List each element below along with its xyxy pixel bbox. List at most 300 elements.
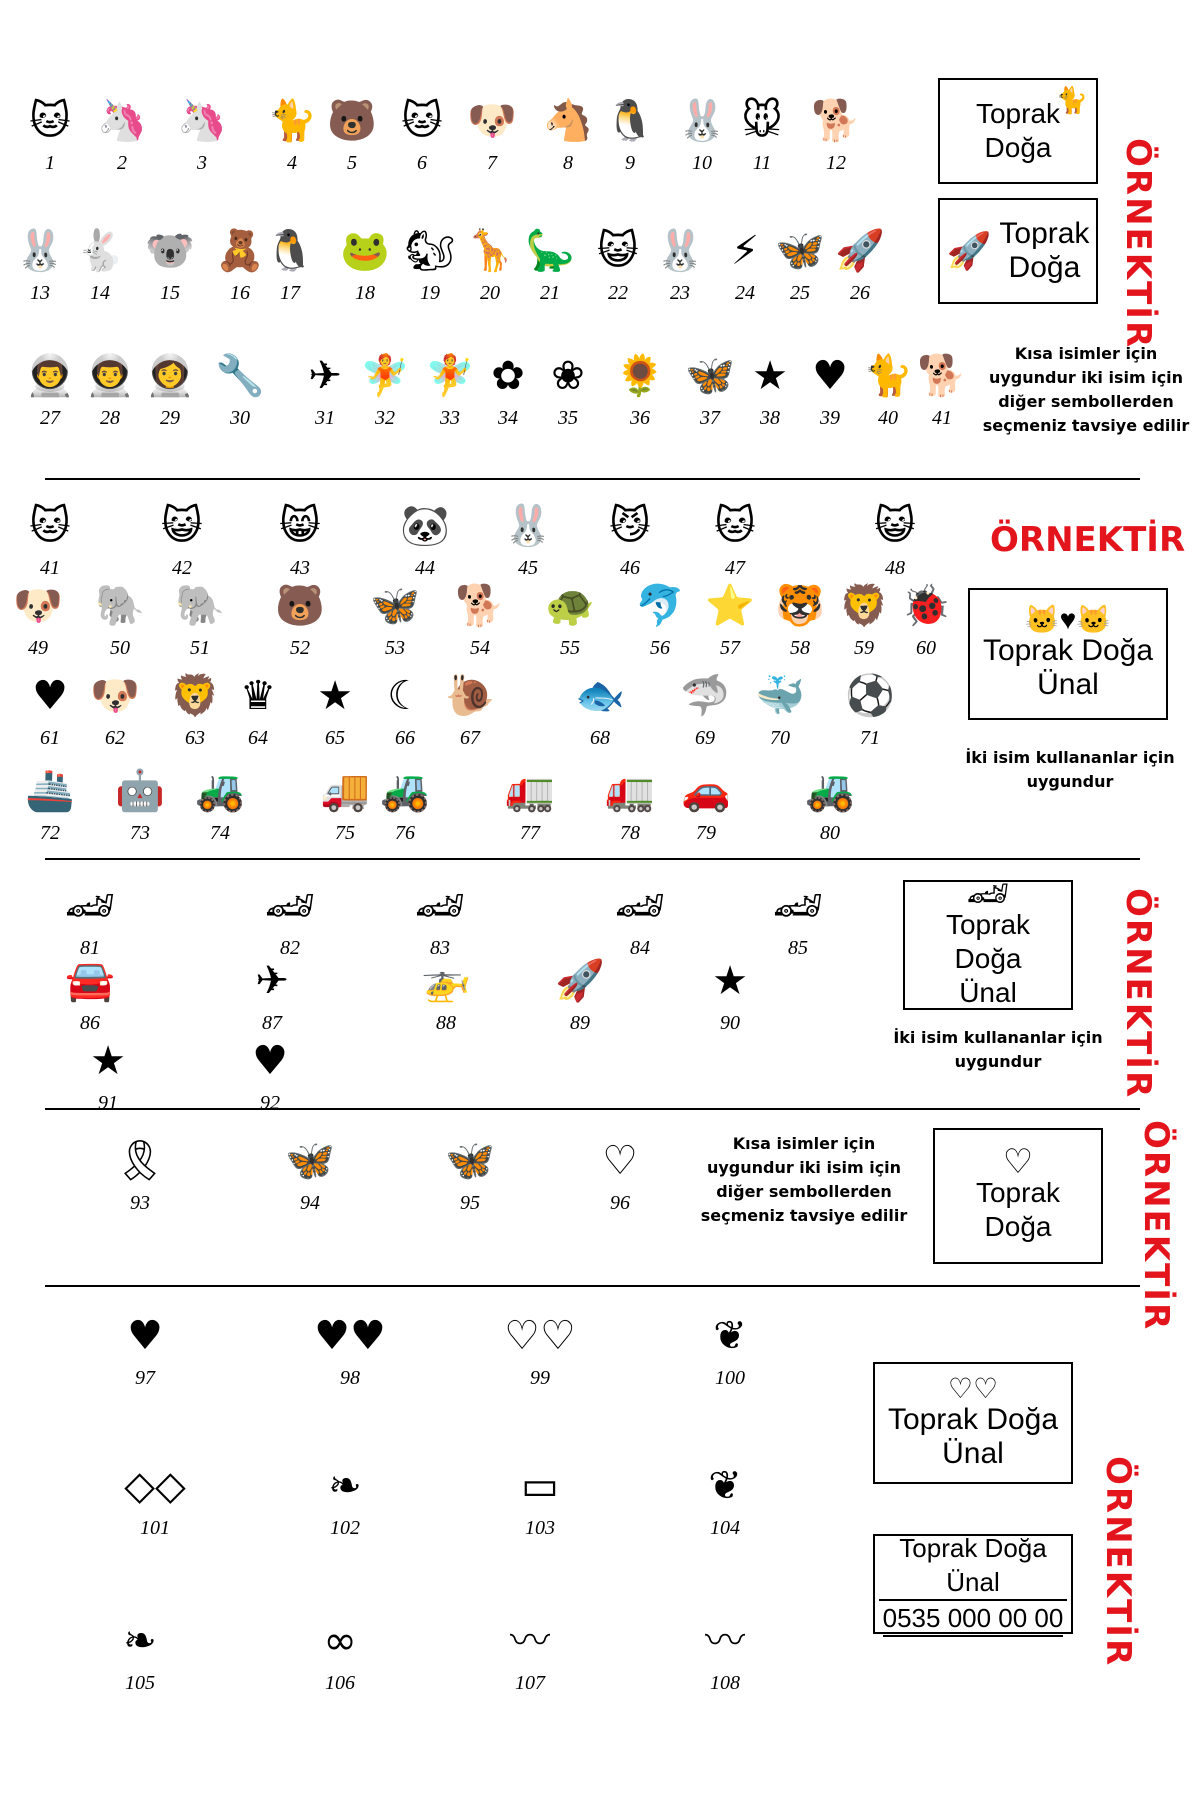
bunny-icon: 🐇 xyxy=(75,228,125,274)
unicorn-sitting-icon: 🦄 xyxy=(177,98,227,144)
symbol-number: 15 xyxy=(160,282,180,304)
symbol-number: 73 xyxy=(130,822,150,844)
symbol-number: 105 xyxy=(125,1672,155,1694)
symbol-item[interactable] xyxy=(650,220,710,304)
note-line: uygundur iki isim için xyxy=(988,368,1184,387)
symbol-item[interactable] xyxy=(896,575,956,659)
symbol-item[interactable] xyxy=(90,575,150,659)
symbol-item[interactable] xyxy=(610,345,670,429)
backhoe-icon: 🚜 xyxy=(805,768,855,814)
symbol-number: 91 xyxy=(98,1092,118,1114)
symbol-item[interactable] xyxy=(262,90,322,174)
symbol-item[interactable] xyxy=(480,1305,600,1389)
symbol-number: 96 xyxy=(610,1192,630,1214)
symbol-number: 58 xyxy=(790,637,810,659)
leaf-heart-icon: ♡ xyxy=(1002,1143,1034,1181)
soccer-ball-icon: ⚽ xyxy=(845,673,895,719)
symbol-item[interactable] xyxy=(20,665,80,749)
symbol-item[interactable] xyxy=(172,90,232,174)
section-divider xyxy=(45,1108,1140,1110)
symbol-item[interactable] xyxy=(665,1455,785,1539)
symbol-number: 97 xyxy=(135,1367,155,1389)
symbol-number: 55 xyxy=(560,637,580,659)
symbol-item[interactable] xyxy=(588,220,648,304)
symbol-number: 95 xyxy=(460,1192,480,1214)
symbol-number: 66 xyxy=(395,727,415,749)
symbol-item[interactable] xyxy=(670,950,790,1034)
cat-outline-icon: 🐈 xyxy=(863,353,913,399)
symbol-item[interactable] xyxy=(770,575,830,659)
lion-face-icon: 🦁 xyxy=(839,583,889,629)
symbol-item[interactable] xyxy=(675,665,735,749)
note-line: uygundur xyxy=(954,1052,1042,1071)
symbol-item[interactable] xyxy=(468,495,588,579)
symbol-item[interactable] xyxy=(680,345,740,429)
symbol-item[interactable] xyxy=(295,345,355,429)
ornektir-label: ÖRNEKTİR xyxy=(1136,1120,1176,1332)
corner-ornament-icon: ❧ xyxy=(123,1618,157,1664)
symbol-item[interactable] xyxy=(365,495,485,579)
symbol-number: 44 xyxy=(415,557,435,579)
symbol-item[interactable] xyxy=(240,495,360,579)
swirl-divider-icon: 〰 xyxy=(510,1618,550,1664)
symbol-item[interactable] xyxy=(20,345,80,429)
symbol-item[interactable] xyxy=(80,1610,200,1694)
symbol-number: 23 xyxy=(670,282,690,304)
symbol-number: 57 xyxy=(720,637,740,659)
rabbit-icon: 🐰 xyxy=(677,98,727,144)
sample-line1: Toprak Doğa xyxy=(887,1403,1059,1436)
symbol-item[interactable] xyxy=(20,495,80,579)
symbol-item[interactable] xyxy=(170,575,230,659)
ornektir-label: ÖRNEKTİR xyxy=(1118,888,1158,1100)
bunnies-icon: 🐰 xyxy=(503,503,553,549)
symbol-item[interactable] xyxy=(270,575,330,659)
symbol-number: 67 xyxy=(460,727,480,749)
heart-swirl-icon: ♥ xyxy=(252,1038,288,1084)
symbol-number: 89 xyxy=(570,1012,590,1034)
rocket-icon: 🚀 xyxy=(835,228,885,274)
symbol-item[interactable] xyxy=(670,1305,790,1389)
symbol-item[interactable] xyxy=(830,220,890,304)
symbol-item[interactable] xyxy=(30,950,150,1034)
symbol-item[interactable] xyxy=(80,345,140,429)
knot-divider-icon: ∞ xyxy=(323,1618,357,1664)
symbol-number: 37 xyxy=(700,407,720,429)
symbol-item[interactable] xyxy=(228,665,288,749)
symbol-number: 87 xyxy=(262,1012,282,1034)
symbol-item[interactable] xyxy=(672,90,732,174)
symbol-item[interactable] xyxy=(322,90,382,174)
symbol-number: 12 xyxy=(826,152,846,174)
symbol-number: 54 xyxy=(470,637,490,659)
symbol-number: 41 xyxy=(40,557,60,579)
astronaut-helmet-icon: 👩‍🚀 xyxy=(145,353,195,399)
note-two-names xyxy=(948,746,1192,794)
cats-heart-icon: 🐱 xyxy=(29,503,71,549)
note-line: İki isim kullananlar için xyxy=(893,1028,1103,1047)
unicorn-icon: 🦄 xyxy=(97,98,147,144)
fairy-dancing-icon: 🧚 xyxy=(425,353,475,399)
symbol-number: 13 xyxy=(30,282,50,304)
symbol-item[interactable] xyxy=(538,345,598,429)
star-cute-icon: ★ xyxy=(317,673,353,719)
sports-car-outline-icon: 🏎 xyxy=(64,883,116,929)
symbol-item[interactable] xyxy=(800,345,860,429)
symbol-item[interactable] xyxy=(715,220,775,304)
symbol-item[interactable] xyxy=(580,875,700,959)
symbol-number: 65 xyxy=(325,727,345,749)
symbol-number: 39 xyxy=(820,407,840,429)
shooting-star-icon: ★ xyxy=(752,353,788,399)
panda-icon: 🐼 xyxy=(400,503,450,549)
symbol-item[interactable] xyxy=(570,760,690,844)
dump-truck-icon: 🚛 xyxy=(605,768,655,814)
symbol-item[interactable] xyxy=(210,1030,330,1114)
symbol-item[interactable] xyxy=(165,665,225,749)
symbol-number: 19 xyxy=(420,282,440,304)
symbol-number: 72 xyxy=(40,822,60,844)
elephant-ears-icon: 🐘 xyxy=(175,583,225,629)
peeking-cat-icon: 😺 xyxy=(161,503,203,549)
symbol-number: 69 xyxy=(695,727,715,749)
sample-line1: Toprak Doğa xyxy=(945,909,1031,974)
sample-line1: Toprak Doğa Ünal xyxy=(879,1531,1067,1601)
symbol-item[interactable] xyxy=(380,875,500,959)
penguin-icon: 🐧 xyxy=(605,98,655,144)
ornektir-label: ÖRNEKTİR xyxy=(990,520,1186,560)
tractor-icon: 🚜 xyxy=(380,768,430,814)
symbol-item[interactable] xyxy=(375,760,435,844)
whale-icon: 🐳 xyxy=(755,673,805,719)
bear-icon: 🐻 xyxy=(327,98,377,144)
symbol-item[interactable] xyxy=(410,1130,530,1214)
symbol-item[interactable] xyxy=(700,575,760,659)
daisy-icon: ❀ xyxy=(551,353,585,399)
symbol-number: 7 xyxy=(487,152,497,174)
symbol-number: 33 xyxy=(440,407,460,429)
symbol-number: 61 xyxy=(40,727,60,749)
symbol-item[interactable] xyxy=(750,665,810,749)
symbol-item[interactable] xyxy=(365,575,425,659)
symbol-number: 10 xyxy=(692,152,712,174)
symbol-number: 106 xyxy=(325,1672,355,1694)
note-line: diğer sembollerden xyxy=(998,392,1174,411)
flame-car-icon: 🏎 xyxy=(414,883,466,929)
symbol-item[interactable] xyxy=(462,90,522,174)
arrow-flourish-icon: ❦ xyxy=(713,1313,747,1359)
symbol-item[interactable] xyxy=(440,665,500,749)
symbol-number: 45 xyxy=(518,557,538,579)
flower-icon: ✿ xyxy=(491,353,525,399)
symbol-number: 32 xyxy=(375,407,395,429)
symbol-item[interactable] xyxy=(630,575,690,659)
symbol-item[interactable] xyxy=(676,760,736,844)
mixer-truck-icon: 🚛 xyxy=(505,768,555,814)
banner-icon: 🎗 xyxy=(114,1138,166,1184)
coupe-icon: 🚘 xyxy=(65,958,115,1004)
bunny-face-icon: 🐰 xyxy=(15,228,65,274)
symbol-number: 16 xyxy=(230,282,250,304)
heart-divider-icon: ♥ xyxy=(127,1313,163,1359)
symbol-item[interactable] xyxy=(280,1610,400,1694)
symbol-number: 75 xyxy=(335,822,355,844)
symbol-number: 20 xyxy=(480,282,500,304)
symbol-item[interactable] xyxy=(740,345,800,429)
symbol-item[interactable] xyxy=(480,1455,600,1539)
lion-icon: 🦁 xyxy=(170,673,220,719)
sample-line2: 0535 000 00 00 xyxy=(883,1601,1064,1637)
symbol-number: 56 xyxy=(650,637,670,659)
star-face-icon: ⭐ xyxy=(705,583,755,629)
symbol-item[interactable] xyxy=(152,495,212,579)
symbol-item[interactable] xyxy=(190,760,250,844)
fishes-icon: 🐟 xyxy=(575,673,625,719)
symbol-item[interactable] xyxy=(540,665,660,749)
symbol-item[interactable] xyxy=(335,220,395,304)
teddy-bear-icon: 🧸 xyxy=(215,228,265,274)
snail-icon: 🐌 xyxy=(445,673,495,719)
dinosaur-icon: 🦕 xyxy=(525,228,575,274)
dog-outline-icon: 🐕 xyxy=(917,353,967,399)
symbol-item[interactable] xyxy=(212,950,332,1034)
symbol-item[interactable] xyxy=(85,1305,205,1389)
symbol-item[interactable] xyxy=(95,1455,215,1539)
symbol-number: 24 xyxy=(735,282,755,304)
symbol-number: 107 xyxy=(515,1672,545,1694)
symbol-number: 8 xyxy=(563,152,573,174)
symbol-item[interactable] xyxy=(705,495,765,579)
symbol-number: 99 xyxy=(530,1367,550,1389)
symbol-item[interactable] xyxy=(600,90,660,174)
symbol-number: 26 xyxy=(850,282,870,304)
truck-icon: 🚚 xyxy=(320,768,370,814)
symbol-item[interactable] xyxy=(80,1130,200,1214)
butterflies-icon: 🦋 xyxy=(685,353,735,399)
symbol-number: 52 xyxy=(290,637,310,659)
symbol-item[interactable] xyxy=(540,575,600,659)
sample-line2: Ünal xyxy=(959,977,1017,1008)
symbol-item[interactable] xyxy=(355,345,415,429)
symbol-item[interactable] xyxy=(260,220,320,304)
puppy-icon: 🐶 xyxy=(467,98,517,144)
symbol-item[interactable] xyxy=(48,1030,168,1114)
butterfly-icon: 🦋 xyxy=(775,228,825,274)
crown-icon: ♛ xyxy=(240,673,276,719)
symbol-number: 53 xyxy=(385,637,405,659)
symbol-number: 103 xyxy=(525,1517,555,1539)
symbol-item[interactable] xyxy=(738,875,858,959)
symbol-item[interactable] xyxy=(834,575,894,659)
mouse-icon: 🐭 xyxy=(741,98,783,144)
dog-icon: 🐕 xyxy=(811,98,861,144)
section-divider xyxy=(45,858,1140,860)
loader-icon: 🚜 xyxy=(195,768,245,814)
sample-line2: Ünal xyxy=(942,1437,1004,1470)
sample-car-name xyxy=(903,875,1073,1010)
symbol-number: 11 xyxy=(752,152,772,174)
symbol-item[interactable] xyxy=(806,90,866,174)
symbol-number: 38 xyxy=(760,407,780,429)
bunny-face-round-icon: 🐰 xyxy=(655,228,705,274)
car-icon: 🚗 xyxy=(681,768,731,814)
symbol-number: 40 xyxy=(878,407,898,429)
symbol-number: 81 xyxy=(80,937,100,959)
symbol-number: 46 xyxy=(620,557,640,579)
cat-faces-icon: 😺 xyxy=(874,503,916,549)
dolphin-icon: 🐬 xyxy=(635,583,685,629)
symbol-item[interactable] xyxy=(450,575,510,659)
symbol-item[interactable] xyxy=(520,950,640,1034)
diamond-divider-icon: ◇◇ xyxy=(124,1463,186,1509)
sports-car-icon: 🏎 xyxy=(966,875,1010,913)
symbol-item[interactable] xyxy=(85,665,145,749)
note-line: Kısa isimler için xyxy=(732,1134,876,1153)
symbol-number: 14 xyxy=(90,282,110,304)
symbol-item[interactable] xyxy=(285,1455,405,1539)
butterfly-small-icon: 🦋 xyxy=(370,583,420,629)
symbol-number: 83 xyxy=(430,937,450,959)
rocket-side-icon: 🚀 xyxy=(555,958,605,1004)
formula-car-icon: 🏎 xyxy=(772,883,824,929)
ornektir-label: ÖRNEKTİR xyxy=(1118,138,1158,350)
symbol-item[interactable] xyxy=(665,1610,785,1694)
symbol-item[interactable] xyxy=(110,760,170,844)
symbol-number: 85 xyxy=(788,937,808,959)
symbol-item[interactable] xyxy=(140,220,200,304)
note-two-names xyxy=(888,1026,1108,1074)
ornate-frame-icon: ▭ xyxy=(521,1463,559,1509)
symbol-number: 41 xyxy=(932,407,952,429)
symbol-number: 4 xyxy=(287,152,297,174)
double-heart-divider-icon: ♡♡ xyxy=(504,1313,576,1359)
symbol-number: 74 xyxy=(210,822,230,844)
two-cats-heart-icon: 🐱♥🐱 xyxy=(1024,604,1112,635)
section-divider xyxy=(45,1285,1140,1287)
symbol-item[interactable] xyxy=(20,760,80,844)
flourish-divider-icon: ❦ xyxy=(708,1463,742,1509)
symbol-item[interactable] xyxy=(400,220,460,304)
giraffe-icon: 🦒 xyxy=(465,228,515,274)
symbol-item[interactable] xyxy=(460,220,520,304)
symbol-number: 108 xyxy=(710,1672,740,1694)
symbol-item[interactable] xyxy=(912,345,972,429)
symbol-item[interactable] xyxy=(392,90,452,174)
symbol-number: 82 xyxy=(280,937,300,959)
symbol-item[interactable] xyxy=(230,875,350,959)
symbol-number: 76 xyxy=(395,822,415,844)
symbol-item[interactable] xyxy=(70,220,130,304)
cat-sitting-icon: 🐈 xyxy=(267,98,317,144)
cat-round-icon: 🐱 xyxy=(401,98,443,144)
butterfly-wings-icon: 🦋 xyxy=(285,1138,335,1184)
symbol-number: 84 xyxy=(630,937,650,959)
sample-cat-name xyxy=(938,78,1098,184)
symbol-item[interactable] xyxy=(30,875,150,959)
moon-stars-icon: ☾ xyxy=(387,673,423,719)
cat-face-icon: 😺 xyxy=(597,228,639,274)
symbol-number: 2 xyxy=(117,152,127,174)
note-short-names xyxy=(688,1132,920,1228)
peeking-cat-wide-icon: 😸 xyxy=(279,503,321,549)
symbol-number: 22 xyxy=(608,282,628,304)
dog-standing-icon: 🐕 xyxy=(455,583,505,629)
symbol-item[interactable] xyxy=(835,495,955,579)
butterfly-wings-alt-icon: 🦋 xyxy=(445,1138,495,1184)
symbol-item[interactable] xyxy=(520,220,580,304)
fairy-icon: 🧚 xyxy=(360,353,410,399)
heart-face-icon: ♥ xyxy=(32,673,68,719)
symbol-number: 93 xyxy=(130,1192,150,1214)
symbol-item[interactable] xyxy=(560,1130,680,1214)
star-trail-icon: ★ xyxy=(712,958,748,1004)
symbol-item[interactable] xyxy=(305,665,365,749)
symbol-number: 63 xyxy=(185,727,205,749)
symbol-number: 31 xyxy=(315,407,335,429)
cat-striped-icon: 🐯 xyxy=(775,583,825,629)
symbol-item[interactable] xyxy=(375,665,435,749)
symbol-item[interactable] xyxy=(140,345,200,429)
symbol-item[interactable] xyxy=(858,345,918,429)
rocket-icon: 🚀 xyxy=(946,230,992,271)
symbol-item[interactable] xyxy=(840,665,900,749)
cat-outline-icon: 🐈 xyxy=(1055,85,1088,115)
symbol-number: 51 xyxy=(190,637,210,659)
symbol-number: 49 xyxy=(28,637,48,659)
symbol-item[interactable] xyxy=(386,950,506,1034)
symbol-number: 62 xyxy=(105,727,125,749)
symbol-number: 86 xyxy=(80,1012,100,1034)
symbol-item[interactable] xyxy=(770,760,890,844)
symbol-number: 78 xyxy=(620,822,640,844)
symbol-item[interactable] xyxy=(210,345,270,429)
symbol-item[interactable] xyxy=(538,90,598,174)
symbol-item[interactable] xyxy=(10,220,70,304)
symbol-item[interactable] xyxy=(770,220,830,304)
symbol-item[interactable] xyxy=(20,90,80,174)
symbol-item[interactable] xyxy=(92,90,152,174)
symbol-number: 36 xyxy=(630,407,650,429)
symbol-item[interactable] xyxy=(290,1305,410,1389)
symbol-number: 25 xyxy=(790,282,810,304)
symbol-item[interactable] xyxy=(478,345,538,429)
symbol-item[interactable] xyxy=(732,90,792,174)
symbol-number: 21 xyxy=(540,282,560,304)
robot-icon: 🤖 xyxy=(115,768,165,814)
koala-icon: 🐨 xyxy=(145,228,195,274)
symbol-number: 90 xyxy=(720,1012,740,1034)
symbol-number: 9 xyxy=(625,152,635,174)
symbol-item[interactable] xyxy=(470,1610,590,1694)
symbol-number: 30 xyxy=(230,407,250,429)
car-swoosh-icon: 🏎 xyxy=(614,883,666,929)
penguin-small-icon: 🐧 xyxy=(265,228,315,274)
symbol-item[interactable] xyxy=(250,1130,370,1214)
symbol-number: 50 xyxy=(110,637,130,659)
symbol-number: 1 xyxy=(45,152,55,174)
symbol-number: 104 xyxy=(710,1517,740,1539)
symbol-number: 43 xyxy=(290,557,310,579)
symbol-item[interactable] xyxy=(420,345,480,429)
symbol-item[interactable] xyxy=(600,495,660,579)
symbol-item[interactable] xyxy=(8,575,68,659)
jet-icon: ✈ xyxy=(308,353,342,399)
symbol-number: 98 xyxy=(340,1367,360,1389)
sample-phone xyxy=(873,1534,1073,1634)
shark-icon: 🦈 xyxy=(680,673,730,719)
cat-icon: 🐱 xyxy=(29,98,71,144)
symbol-number: 92 xyxy=(260,1092,280,1114)
